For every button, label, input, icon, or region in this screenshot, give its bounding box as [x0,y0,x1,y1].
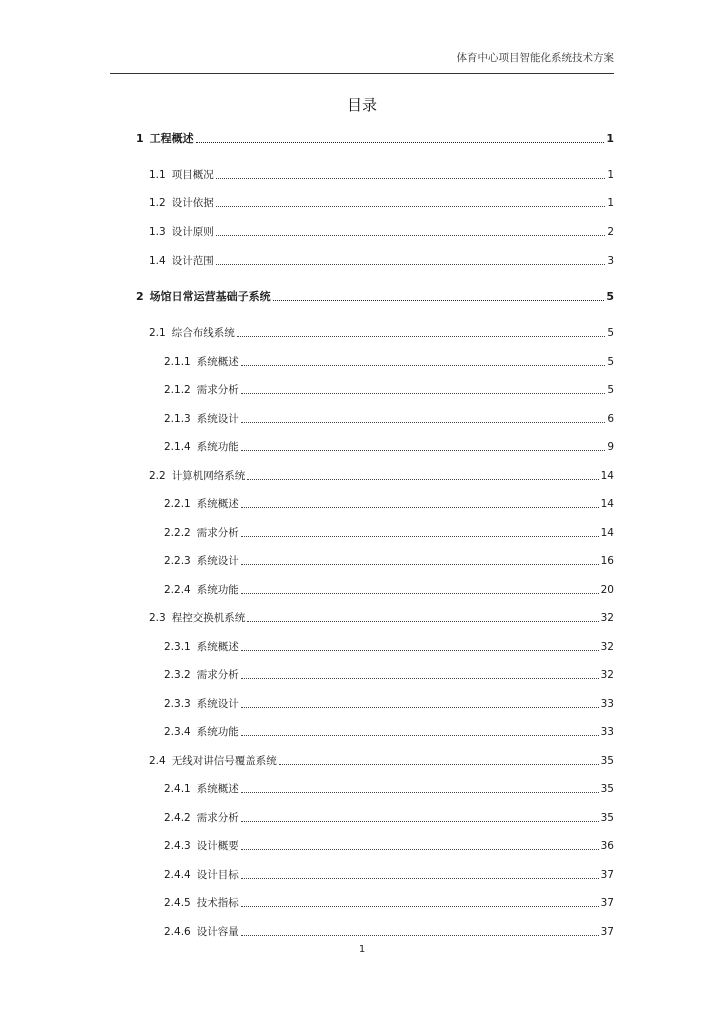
toc-dot-leader [247,621,598,622]
toc-dot-leader [241,935,599,936]
toc-entry-page: 14 [600,527,614,539]
toc-dot-leader [241,365,606,366]
toc-entry[interactable] [149,252,614,268]
toc-entry-number: 2.2.1 [164,498,191,510]
toc-entry[interactable] [149,324,614,340]
toc-entry[interactable] [149,752,614,768]
toc-dot-leader [241,678,599,679]
toc-entry-title: 系统功能 [196,726,239,738]
toc-entry-page: 20 [600,584,614,596]
toc-entry-title: 系统概述 [196,498,239,510]
toc-entry-number: 1.1 [149,169,166,181]
toc-entry-title: 系统设计 [196,698,239,710]
toc-entry-page: 35 [600,755,614,767]
toc-entry-title: 系统概述 [196,641,239,653]
toc-dot-leader [241,593,599,594]
toc-entry[interactable] [136,130,614,146]
toc-entry[interactable] [164,438,614,454]
toc-entry-page: 32 [600,669,614,681]
toc-entry-page: 5 [607,384,614,396]
toc-entry[interactable] [149,467,614,483]
toc-dot-leader [216,235,606,236]
toc-entry-page: 6 [607,413,614,425]
toc-dot-leader [237,336,606,337]
toc-entry-page: 33 [600,698,614,710]
toc-entry-number: 2.4.2 [164,812,191,824]
toc-entry-page: 9 [607,441,614,453]
toc-entry-page: 1 [607,169,614,181]
toc-entry[interactable] [164,638,614,654]
toc-entry-title: 工程概述 [149,132,194,145]
toc-entry-number: 2.3 [149,612,166,624]
toc-entry-number: 2.2.4 [164,584,191,596]
toc-dot-leader [241,792,599,793]
toc-entry-title: 项目概况 [171,169,214,181]
toc-entry[interactable] [149,166,614,182]
toc-entry-page: 5 [607,327,614,339]
toc-entry-page: 3 [607,255,614,267]
toc-entry[interactable] [164,552,614,568]
toc-entry[interactable] [149,223,614,239]
toc-entry[interactable] [164,581,614,597]
toc-entry-number: 2.3.3 [164,698,191,710]
toc-entry[interactable] [164,723,614,739]
toc-entry-number: 2.4.3 [164,840,191,852]
toc-entry[interactable] [164,780,614,796]
toc-dot-leader [241,536,599,537]
toc-dot-leader [241,564,599,565]
toc-entry[interactable] [164,524,614,540]
toc-dot-leader [247,479,598,480]
toc-entry-number: 2.1.4 [164,441,191,453]
toc-dot-leader [279,764,599,765]
toc-entry-title: 系统功能 [196,584,239,596]
toc-entry-page: 1 [606,132,614,145]
toc-entry-number: 2.2.2 [164,527,191,539]
toc-title: 目录 [346,96,377,114]
toc-entry-title: 无线对讲信号覆盖系统 [171,755,277,767]
toc-entry-page: 14 [600,470,614,482]
toc-entry-title: 场馆日常运营基础子系统 [149,290,271,303]
running-header: 体育中心项目智能化系统技术方案 [456,52,614,64]
toc-entry-title: 计算机网络系统 [171,470,246,482]
toc-entry-number: 1 [136,132,144,145]
toc-entry-number: 2.4.4 [164,869,191,881]
toc-entry-title: 系统概述 [196,356,239,368]
toc-dot-leader [241,450,606,451]
page-number: 1 [358,944,366,955]
toc-entry-title: 系统设计 [196,413,239,425]
toc-entry-number: 2.1.1 [164,356,191,368]
toc-entry-page: 32 [600,641,614,653]
toc-entry-title: 系统功能 [196,441,239,453]
toc-dot-leader [273,300,605,301]
toc-dot-leader [241,393,606,394]
toc-entry[interactable] [164,410,614,426]
toc-entry-title: 设计容量 [196,926,239,938]
toc-dot-leader [241,507,599,508]
toc-dot-leader [241,878,599,879]
toc-entry-page: 37 [600,897,614,909]
toc-entry-title: 设计依据 [171,197,214,209]
toc-entry-page: 1 [607,197,614,209]
toc-entry[interactable] [164,837,614,853]
toc-entry[interactable] [149,194,614,210]
toc-entry-page: 37 [600,869,614,881]
toc-entry-title: 需求分析 [196,669,239,681]
toc-entry-page: 35 [600,812,614,824]
toc-entry-title: 设计概要 [196,840,239,852]
toc-entry-title: 技术指标 [196,897,239,909]
toc-dot-leader [241,707,599,708]
toc-entry-number: 1.3 [149,226,166,238]
toc-entry[interactable] [164,695,614,711]
toc-entry-number: 1.4 [149,255,166,267]
toc-dot-leader [241,422,606,423]
toc-entry-title: 设计范围 [171,255,214,267]
toc-entry[interactable] [164,866,614,882]
toc-entry-number: 2.3.2 [164,669,191,681]
toc-entry-page: 32 [600,612,614,624]
toc-entry-page: 37 [600,926,614,938]
toc-entry-number: 2.3.1 [164,641,191,653]
toc-entry-number: 2.4.1 [164,783,191,795]
toc-entry-page: 36 [600,840,614,852]
toc-dot-leader [216,206,606,207]
toc-entry-number: 2.4 [149,755,166,767]
toc-dot-leader [241,650,599,651]
toc-dot-leader [196,142,605,143]
toc-entry[interactable] [164,353,614,369]
toc-dot-leader [241,821,599,822]
toc-entry-number: 2.4.5 [164,897,191,909]
toc-dot-leader [216,178,606,179]
toc-entry-title: 综合布线系统 [171,327,235,339]
toc-entry-number: 2 [136,290,144,303]
toc-entry-page: 2 [607,226,614,238]
toc-entry[interactable] [164,495,614,511]
toc-entry-page: 33 [600,726,614,738]
toc-entry-page: 16 [600,555,614,567]
toc-entry-title: 设计目标 [196,869,239,881]
toc-entry[interactable] [149,609,614,625]
toc-entry-page: 35 [600,783,614,795]
toc-entry-page: 14 [600,498,614,510]
toc-entry-title: 需求分析 [196,812,239,824]
toc-dot-leader [216,264,606,265]
toc-dot-leader [241,849,599,850]
toc-entry-title: 设计原则 [171,226,214,238]
toc-entry-number: 2.1 [149,327,166,339]
toc-entry-number: 2.4.6 [164,926,191,938]
toc-entry-title: 需求分析 [196,527,239,539]
toc-entry-number: 2.2 [149,470,166,482]
toc-entry-title: 系统概述 [196,783,239,795]
toc-entry[interactable] [164,381,614,397]
toc-entry[interactable] [136,288,614,304]
toc-dot-leader [241,906,599,907]
toc-entry-number: 2.1.2 [164,384,191,396]
toc-entry-number: 2.3.4 [164,726,191,738]
toc-entry-number: 2.2.3 [164,555,191,567]
toc-entry[interactable] [164,923,614,939]
toc-entry-page: 5 [607,356,614,368]
toc-entry-title: 系统设计 [196,555,239,567]
toc-dot-leader [241,735,599,736]
toc-entry-title: 需求分析 [196,384,239,396]
toc-entry-title: 程控交换机系统 [171,612,246,624]
toc-entry[interactable] [164,894,614,910]
toc-entry-page: 5 [606,290,614,303]
toc-entry-number: 1.2 [149,197,166,209]
toc-entry[interactable] [164,809,614,825]
toc-entry[interactable] [164,666,614,682]
toc-entry-number: 2.1.3 [164,413,191,425]
